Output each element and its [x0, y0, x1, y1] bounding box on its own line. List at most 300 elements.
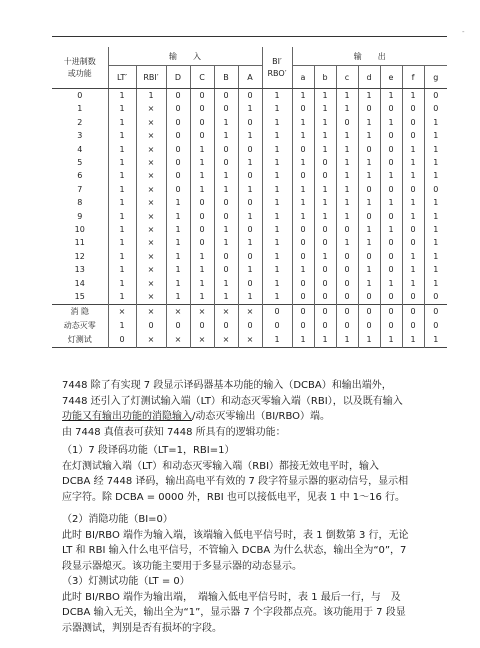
table-cell: 3: [52, 129, 108, 142]
table-cell: 0: [190, 196, 214, 209]
table-cell: 1: [190, 250, 214, 263]
table-cell: 1: [292, 129, 314, 142]
col-header: c: [336, 66, 358, 89]
table-cell: 1: [214, 169, 238, 182]
table-cell: 1: [358, 333, 380, 348]
table-cell: 0: [380, 236, 402, 249]
table-cell: 1: [262, 196, 292, 209]
table-cell: 1: [292, 210, 314, 223]
table-cell: 0: [380, 304, 402, 319]
section-7seg-decode: [62, 443, 452, 505]
section-line: 示器测试，判别是否有损坏的字段。: [62, 622, 222, 634]
table-cell: 1: [380, 89, 402, 103]
table-cell: 1: [108, 102, 136, 115]
table-cell: 0: [166, 129, 190, 142]
table-cell: 0: [262, 319, 292, 333]
table-cell: 1: [336, 169, 358, 182]
table-cell: 0: [433, 292, 439, 302]
intro-paragraph: [62, 378, 452, 440]
col-header: C: [190, 66, 214, 89]
top-rule: [52, 36, 447, 37]
table-cell: 1: [108, 169, 136, 182]
table-cell: ×: [238, 333, 262, 348]
table-cell: 0: [238, 89, 262, 103]
table-cell: 1: [262, 102, 292, 115]
col-header: D: [166, 66, 190, 89]
table-cell: 1: [402, 333, 424, 348]
table-cell: ×: [166, 333, 190, 348]
col-header: B: [214, 66, 238, 89]
table-cell: 1: [433, 131, 439, 141]
table-cell: 0: [380, 250, 402, 263]
table-cell: 0: [238, 223, 262, 236]
table-row: [52, 304, 447, 319]
table-row: [52, 89, 447, 103]
table-cell: 1: [108, 319, 136, 333]
table-cell: 1: [314, 196, 336, 209]
table-cell: 1: [336, 196, 358, 209]
table-cell: 1: [262, 263, 292, 276]
table-cell: 0: [358, 319, 380, 333]
table-cell: 0: [380, 319, 402, 333]
table-cell: 1: [402, 263, 424, 276]
table-cell: 0: [336, 223, 358, 236]
table-cell: 10: [52, 223, 108, 236]
table-cell: 1: [108, 277, 136, 290]
table-cell: 1: [358, 116, 380, 129]
table-cell: 1: [262, 223, 292, 236]
table-cell: 1: [190, 277, 214, 290]
input-group-header: 输 入: [108, 47, 262, 66]
intro-line: 7448 除了有实现 7 段显示译码器基本功能的输入（DCBA）和输出端外，: [62, 380, 392, 391]
table-cell: 1: [262, 129, 292, 142]
table-cell: 0: [336, 263, 358, 276]
table-cell: 1: [238, 290, 262, 304]
table-cell: 1: [190, 263, 214, 276]
section-line: DCBA 输入无关，输出全为“1”，显示器 7 个字段都点亮。该功能用于 7 段显: [62, 607, 406, 618]
table-cell: ×: [136, 183, 166, 196]
table-cell: 1: [380, 277, 402, 290]
table-cell: ×: [136, 290, 166, 304]
table-cell: 0: [52, 89, 108, 103]
table-cell: ×: [190, 333, 214, 348]
table-cell: ×: [136, 143, 166, 156]
table-cell: 1: [108, 196, 136, 209]
col-header: g: [424, 66, 447, 89]
table-cell: 1: [358, 129, 380, 142]
table-cell: 1: [166, 277, 190, 290]
table-cell: 0: [380, 143, 402, 156]
section-line: 此时 BI/RBO 端作为输出端， 端输入低电平信号时，表 1 最后一行，与 及: [62, 591, 401, 603]
table-cell: 0: [336, 116, 358, 129]
table-cell: 0: [380, 183, 402, 196]
table-cell: 1: [314, 129, 336, 142]
table-cell: 1: [433, 144, 439, 154]
table-cell: 0: [314, 319, 336, 333]
table-cell: 1: [314, 102, 336, 115]
table-cell: 0: [262, 304, 292, 319]
table-cell: 0: [190, 223, 214, 236]
table-cell: 1: [358, 169, 380, 182]
table-cell: 2: [52, 116, 108, 129]
table-row: [52, 319, 447, 333]
table-cell: ×: [136, 250, 166, 263]
table-cell: 1: [358, 277, 380, 290]
table-cell: 1: [190, 169, 214, 182]
table-cell: 1: [262, 236, 292, 249]
table-cell: 0: [336, 304, 358, 319]
table-cell: ×: [136, 277, 166, 290]
table-cell: 0: [380, 210, 402, 223]
table-cell: 1: [238, 102, 262, 115]
table-cell: 4: [52, 143, 108, 156]
section-line: LT 和 RBI 输入什么电平信号，不管输入 DCBA 为什么状态，输出全为“0”，7: [62, 545, 407, 556]
table-cell: 0: [214, 102, 238, 115]
table-cell: 11: [52, 236, 108, 249]
table-cell: 0: [402, 304, 424, 319]
table-cell: 0: [380, 290, 402, 304]
table-cell: ×: [136, 156, 166, 169]
table-cell: 1: [214, 183, 238, 196]
table-cell: 1: [292, 89, 314, 103]
table-cell: 1: [166, 196, 190, 209]
table-cell: 0: [292, 223, 314, 236]
table-cell: 0: [238, 196, 262, 209]
table-cell: 消 隐: [52, 304, 108, 319]
table-cell: 0: [424, 304, 447, 319]
table-cell: 0: [314, 223, 336, 236]
table-cell: ×: [108, 304, 136, 319]
table-cell: 1: [336, 102, 358, 115]
table-row: [52, 183, 447, 196]
table-cell: 1: [238, 236, 262, 249]
table-cell: 1: [262, 183, 292, 196]
table-cell: 0: [380, 102, 402, 115]
col-header: RBI′: [136, 66, 166, 89]
table-cell: 6: [52, 169, 108, 182]
table-cell: 1: [358, 196, 380, 209]
table-cell: 1: [314, 250, 336, 263]
table-cell: 0: [214, 196, 238, 209]
table-cell: 1: [214, 277, 238, 290]
table-cell: 1: [433, 225, 439, 235]
table-cell: 1: [108, 250, 136, 263]
table-cell: 0: [166, 89, 190, 103]
underlined-text: 功能又有输出功能的消隐输入: [62, 411, 192, 422]
table-cell: 0: [402, 116, 424, 129]
table-cell: 1: [402, 143, 424, 156]
table-cell: 0: [238, 169, 262, 182]
table-cell: 1: [433, 251, 439, 261]
table-cell: 9: [52, 210, 108, 223]
intro-line-rest: /动态灭零输出（BI/RBO）端。: [192, 411, 331, 422]
col-header: f: [402, 66, 424, 89]
intro-line: [62, 409, 452, 425]
table-cell: 1: [108, 223, 136, 236]
table-cell: 1: [314, 89, 336, 103]
table-cell: 8: [52, 196, 108, 209]
table-row: [52, 196, 447, 209]
table-cell: 0: [402, 319, 424, 333]
table-cell: ×: [166, 304, 190, 319]
table-cell: 0: [336, 277, 358, 290]
table-cell: 0: [190, 102, 214, 115]
table-cell: 1: [262, 116, 292, 129]
table-cell: 1: [108, 143, 136, 156]
table-cell: 1: [166, 290, 190, 304]
table-cell: 0: [214, 89, 238, 103]
table-cell: 1: [214, 223, 238, 236]
intro-line: 由 7448 真值表可获知 7448 所具有的逻辑功能：: [62, 426, 286, 438]
table-cell: 1: [136, 89, 166, 103]
table-cell: 0: [238, 319, 262, 333]
table-cell: ×: [214, 304, 238, 319]
table-cell: 1: [190, 183, 214, 196]
table-cell: 1: [433, 278, 439, 288]
table-cell: 7: [52, 183, 108, 196]
table-cell: 0: [358, 250, 380, 263]
table-cell: 1: [262, 333, 292, 348]
table-cell: 0: [336, 290, 358, 304]
table-row: [52, 129, 447, 142]
table-cell: ×: [136, 129, 166, 142]
table-cell: 0: [292, 169, 314, 182]
table-cell: 1: [262, 290, 292, 304]
table-cell: 1: [166, 236, 190, 249]
table-cell: 0: [380, 156, 402, 169]
table-cell: 1: [336, 236, 358, 249]
table-cell: 1: [336, 183, 358, 196]
table-cell: 1: [336, 156, 358, 169]
section-line: DCBA 经 7448 译码，输出高电平有效的 7 段字符显示器的驱动信号，显示相: [62, 476, 409, 487]
table-cell: 13: [52, 263, 108, 276]
table-cell: ×: [136, 223, 166, 236]
table-cell: 1: [238, 129, 262, 142]
table-cell: ×: [136, 236, 166, 249]
table-row: [52, 169, 447, 182]
table-cell: 1: [336, 129, 358, 142]
table-cell: 1: [108, 290, 136, 304]
table-cell: 1: [314, 333, 336, 348]
table-cell: 1: [433, 238, 439, 248]
table-header-row: [52, 47, 447, 66]
table-row: [52, 102, 447, 115]
table-cell: 1: [433, 117, 439, 127]
output-group-header: 输 出: [292, 47, 447, 66]
table-cell: 1: [190, 143, 214, 156]
table-cell: 1: [166, 263, 190, 276]
table-cell: 1: [262, 169, 292, 182]
table-cell: 0: [358, 102, 380, 115]
table-cell: 0: [238, 143, 262, 156]
table-cell: 1: [314, 116, 336, 129]
table-row: [52, 250, 447, 263]
table-cell: 0: [402, 223, 424, 236]
table-cell: 1: [314, 210, 336, 223]
table-cell: 0: [402, 129, 424, 142]
table-cell: 1: [380, 223, 402, 236]
table-cell: 0: [238, 116, 262, 129]
table-cell: 0: [380, 263, 402, 276]
table-cell: 1: [262, 210, 292, 223]
table-cell: 0: [314, 277, 336, 290]
table-cell: 1: [402, 210, 424, 223]
table-cell: 5: [52, 156, 108, 169]
table-cell: 1: [358, 263, 380, 276]
table-row: [52, 290, 447, 304]
table-cell: 0: [292, 250, 314, 263]
table-row: [52, 210, 447, 223]
table-cell: 1: [358, 236, 380, 249]
table-cell: ×: [136, 102, 166, 115]
table-cell: 灯测试: [52, 333, 108, 348]
table-cell: 1: [336, 210, 358, 223]
table-cell: 0: [336, 250, 358, 263]
table-cell: 0: [402, 102, 424, 115]
table-cell: 1: [292, 263, 314, 276]
table-cell: 1: [402, 250, 424, 263]
table-cell: 0: [433, 184, 439, 194]
table-cell: 0: [314, 156, 336, 169]
table-cell: 0: [136, 319, 166, 333]
table-cell: 0: [166, 319, 190, 333]
section-title: （3）灯测试功能（LT = 0）: [62, 576, 190, 587]
section-blanking: [62, 512, 452, 574]
table-cell: 1: [238, 183, 262, 196]
table-cell: 1: [190, 156, 214, 169]
table-cell: ×: [136, 169, 166, 182]
table-cell: 0: [190, 319, 214, 333]
table-cell: 1: [262, 277, 292, 290]
table-cell: 0: [292, 290, 314, 304]
table-cell: 0: [166, 169, 190, 182]
table-cell: 0: [166, 143, 190, 156]
table-cell: 1: [214, 129, 238, 142]
table-cell: 1: [292, 156, 314, 169]
table-cell: 1: [108, 263, 136, 276]
section-title: （1）7 段译码功能（LT=1，RBI=1）: [62, 445, 235, 456]
table-cell: 1: [433, 158, 439, 168]
table-cell: 1: [433, 265, 439, 275]
table-cell: 0: [108, 333, 136, 348]
table-body: [52, 89, 447, 348]
table-cell: 0: [314, 169, 336, 182]
table-cell: 1: [238, 263, 262, 276]
table-cell: 0: [166, 116, 190, 129]
table-cell: 1: [380, 169, 402, 182]
table-cell: 0: [190, 129, 214, 142]
table-cell: 0: [292, 319, 314, 333]
table-row: [52, 263, 447, 276]
table-cell: 0: [314, 236, 336, 249]
table-cell: 0: [314, 290, 336, 304]
table-cell: 1: [214, 290, 238, 304]
table-cell: 1: [402, 169, 424, 182]
table-cell: ×: [136, 304, 166, 319]
table-cell: 1: [238, 210, 262, 223]
table-cell: 0: [292, 102, 314, 115]
section-line: 段显示器熄灭。该功能主要用于多显示器的动态显示。: [62, 560, 302, 572]
table-cell: 1: [292, 196, 314, 209]
table-cell: ×: [136, 116, 166, 129]
table-cell: 1: [262, 250, 292, 263]
table-row: [52, 333, 447, 348]
section-lamp-test: [62, 574, 452, 636]
table-cell: ×: [136, 333, 166, 348]
table-cell: 0: [358, 210, 380, 223]
table-cell: ×: [190, 304, 214, 319]
table-cell: 0: [358, 304, 380, 319]
table-cell: 0: [214, 250, 238, 263]
table-cell: 1: [402, 156, 424, 169]
table-cell: 1: [380, 333, 402, 348]
intro-line: 7448 还引入了灯测试输入端（LT）和动态灭零输入端（RBI），以及既有输入: [62, 395, 403, 407]
truth-table: [52, 47, 447, 348]
table-cell: 1: [380, 116, 402, 129]
bi-rbo-header: BI′ RBO′: [262, 47, 292, 89]
section-title: （2）消隐功能（BI=0）: [62, 514, 173, 525]
col-header: LT′: [108, 66, 136, 89]
table-cell: 1: [314, 183, 336, 196]
table-cell: 0: [166, 183, 190, 196]
table-row: [52, 156, 447, 169]
table-cell: 0: [214, 143, 238, 156]
decimal-function-header: 十进制数 或功能: [52, 47, 108, 89]
table-cell: 1: [336, 333, 358, 348]
table-subheader-row: [52, 66, 447, 89]
table-cell: 0: [380, 129, 402, 142]
table-cell: 0: [336, 319, 358, 333]
table-cell: 0: [402, 236, 424, 249]
table-cell: 1: [108, 116, 136, 129]
table-cell: 1: [190, 290, 214, 304]
section-line: 在灯测试输入端（LT）和动态灭零输入端（RBI）都接无效电平时，输入: [62, 460, 380, 472]
table-cell: ×: [136, 196, 166, 209]
table-cell: 1: [166, 210, 190, 223]
table-cell: 0: [433, 91, 439, 100]
table-cell: 1: [108, 210, 136, 223]
table-cell: 0: [238, 250, 262, 263]
table-cell: 1: [214, 236, 238, 249]
table-cell: 0: [190, 236, 214, 249]
corner-mark: -: [462, 28, 465, 36]
table-cell: 1: [336, 143, 358, 156]
section-line: 此时 BI/RBO 端作为输入端，该端输入低电平信号时，表 1 倒数第 3 行，无论: [62, 529, 409, 541]
table-cell: 0: [402, 183, 424, 196]
table-row: [52, 236, 447, 249]
table-cell: 1: [166, 250, 190, 263]
table-cell: 1: [108, 183, 136, 196]
table-cell: 0: [402, 290, 424, 304]
table-cell: 1: [292, 116, 314, 129]
col-header: d: [358, 66, 380, 89]
table-cell: 1: [358, 89, 380, 103]
table-cell: 1: [402, 196, 424, 209]
table-cell: 1: [314, 143, 336, 156]
table-cell: 0: [166, 156, 190, 169]
table-cell: 1: [262, 89, 292, 103]
table-cell: 0: [358, 183, 380, 196]
table-cell: 0: [190, 116, 214, 129]
table-row: [52, 277, 447, 290]
table-cell: 1: [358, 156, 380, 169]
table-cell: 14: [52, 277, 108, 290]
table-row: [52, 116, 447, 129]
table-cell: 1: [336, 89, 358, 103]
table-cell: 1: [292, 183, 314, 196]
table-cell: 0: [166, 102, 190, 115]
table-cell: 1: [402, 277, 424, 290]
